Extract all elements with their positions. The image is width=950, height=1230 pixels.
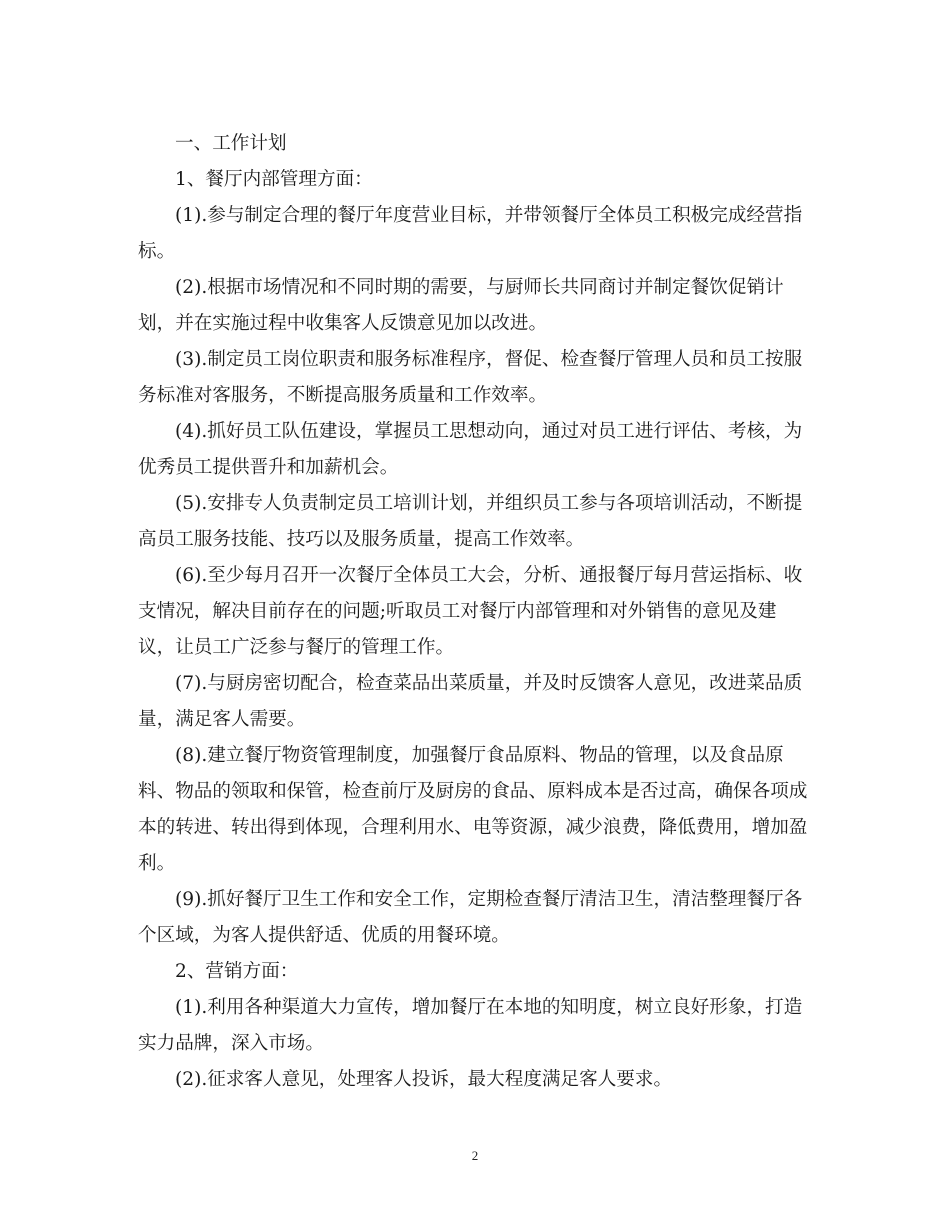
paragraph-line: 本的转进、转出得到体现，合理利用水、电等资源，减少浪费，降低费用，增加盈 (138, 817, 808, 838)
paragraph-line: 划，并在实施过程中收集客人反馈意见加以改进。 (138, 313, 548, 334)
paragraph-line: (3).制定员工岗位职责和服务标准程序，督促、检查餐厅管理人员和员工按服 (175, 349, 803, 370)
paragraph-line: (2).根据市场情况和不同时期的需要，与厨师长共同商讨并制定餐饮促销计 (175, 277, 784, 298)
paragraph-line: 个区域，为客人提供舒适、优质的用餐环境。 (138, 925, 510, 946)
paragraph-line: 议，让员工广泛参与餐厅的管理工作。 (138, 637, 455, 658)
paragraph-line: (7).与厨房密切配合，检查菜品出菜质量，并及时反馈客人意见，改进菜品质 (175, 673, 803, 694)
paragraph-line: (6).至少每月召开一次餐厅全体员工大会，分析、通报餐厅每月营运指标、收 (175, 565, 803, 586)
paragraph-line: 实力品牌，深入市场。 (138, 1033, 324, 1054)
paragraph-line: (5).安排专人负责制定员工培训计划，并组织员工参与各项培训活动，不断提 (175, 493, 803, 514)
paragraph-line: 高员工服务技能、技巧以及服务质量，提高工作效率。 (138, 529, 585, 550)
paragraph-line: (9).抓好餐厅卫生工作和安全工作，定期检查餐厅清洁卫生，清洁整理餐厅各 (175, 889, 803, 910)
paragraph-line: (2).征求客人意见，处理客人投诉，最大程度满足客人要求。 (175, 1069, 673, 1090)
paragraph-line: 量，满足客人需要。 (138, 709, 306, 730)
paragraph-line: 支情况，解决目前存在的问题;听取员工对餐厅内部管理和对外销售的意见及建 (138, 601, 777, 622)
paragraph-line: (8).建立餐厅物资管理制度，加强餐厅食品原料、物品的管理，以及食品原 (175, 745, 784, 766)
paragraph-line: (1).利用各种渠道大力宣传，增加餐厅在本地的知明度，树立良好形象，打造 (175, 997, 803, 1018)
document-body (138, 126, 814, 1098)
paragraph-line: 利。 (138, 853, 176, 874)
paragraph-line: 优秀员工提供晋升和加薪机会。 (138, 457, 399, 478)
paragraph-line: 务标准对客服务，不断提高服务质量和工作效率。 (138, 385, 548, 406)
subsection-heading: 1、餐厅内部管理方面： (175, 169, 373, 190)
paragraph-line: 标。 (138, 241, 176, 262)
paragraph-line: (1).参与制定合理的餐厅年度营业目标，并带领餐厅全体员工积极完成经营指 (175, 205, 803, 226)
page-number: 2 (471, 1148, 479, 1163)
section-heading: 一、工作计划 (175, 133, 287, 154)
paragraph-line: 料、物品的领取和保管，检查前厅及厨房的食品、原料成本是否过高，确保各项成 (138, 781, 808, 802)
subsection-heading: 2、营销方面： (175, 961, 299, 982)
paragraph-line: (4).抓好员工队伍建设，掌握员工思想动向，通过对员工进行评估、考核，为 (175, 421, 803, 442)
